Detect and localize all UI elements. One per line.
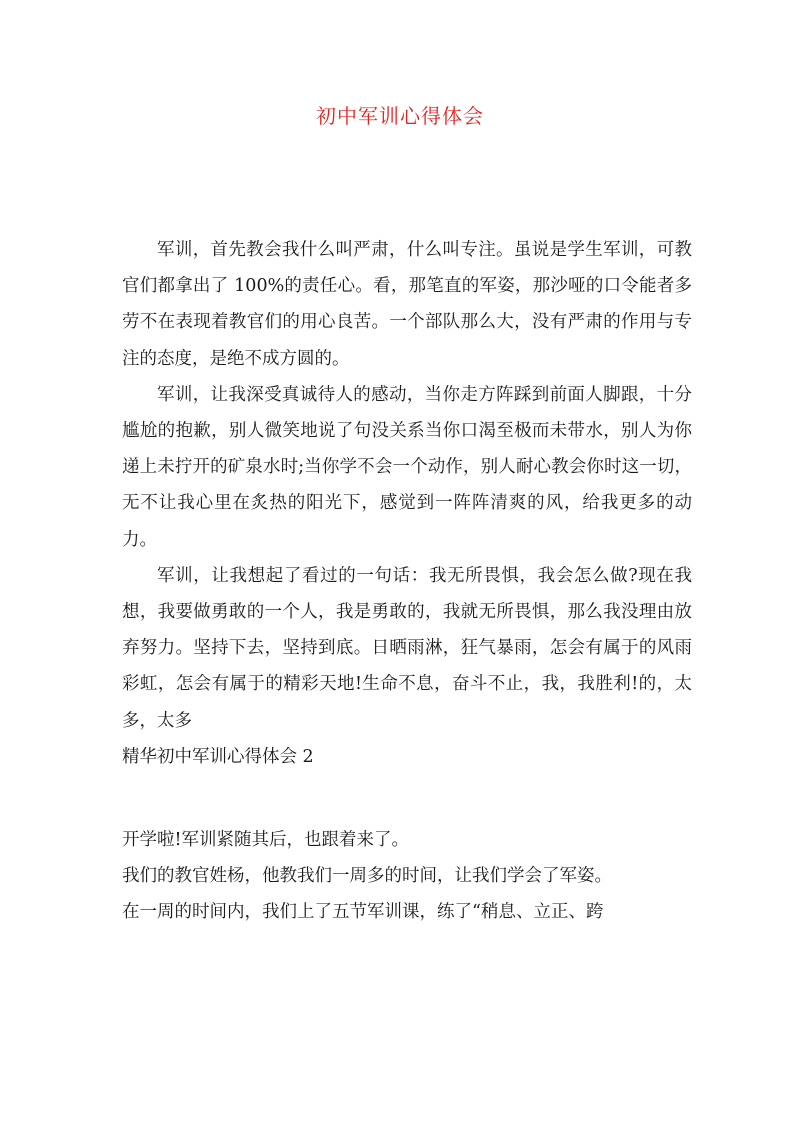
text-line-3: 在一周的时间内，我们上了五节军训课，练了“稍息、立正、跨 xyxy=(122,902,604,923)
text-line-2: 我们的教官姓杨，他教我们一周多的时间，让我们学会了军姿。 xyxy=(122,866,612,887)
document-body xyxy=(122,232,692,931)
paragraph-2: 军训，让我深受真诚待人的感动，当你走方阵踩到前面人脚跟，十分尴尬的抱歉，别人微笑地说了句没关系当你口渴至极而未带水，别人为你递上未拧开的矿泉水时;当你学不会一个动作，别人耐心教会你时这一切，无不让我心里在炙热的阳光下，感觉到一阵阵清爽的风，给我更多的动力。 xyxy=(122,384,692,550)
paragraph-3: 军训，让我想起了看过的一句话：我无所畏惧，我会怎么做?现在我想，我要做勇敢的一个人，我是勇敢的，我就无所畏惧，那么我没理由放弃努力。坚持下去，坚持到底。日晒雨淋，狂气暴雨，怎会有属于的风雨彩虹，怎会有属于的精彩天地!生命不息，奋斗不止，我，我胜利!的，太多，太多 xyxy=(122,565,692,731)
text-line-1: 开学啦!军训紧随其后，也跟着来了。 xyxy=(122,830,410,851)
section-spacer xyxy=(122,775,692,822)
document-title: 初中军训心得体会 xyxy=(316,104,484,128)
section-subtitle: 精华初中军训心得体会 2 xyxy=(122,746,314,767)
paragraph-1: 军训，首先教会我什么叫严肃，什么叫专注。虽说是学生军训，可教官们都拿出了 100%的责任心。看，那笔直的军姿，那沙哑的口令能者多劳不在表现着教官们的用心良苦。一个部队那么大，没有严肃的作用与专注的态度，是绝不成方圆的。 xyxy=(122,240,692,369)
